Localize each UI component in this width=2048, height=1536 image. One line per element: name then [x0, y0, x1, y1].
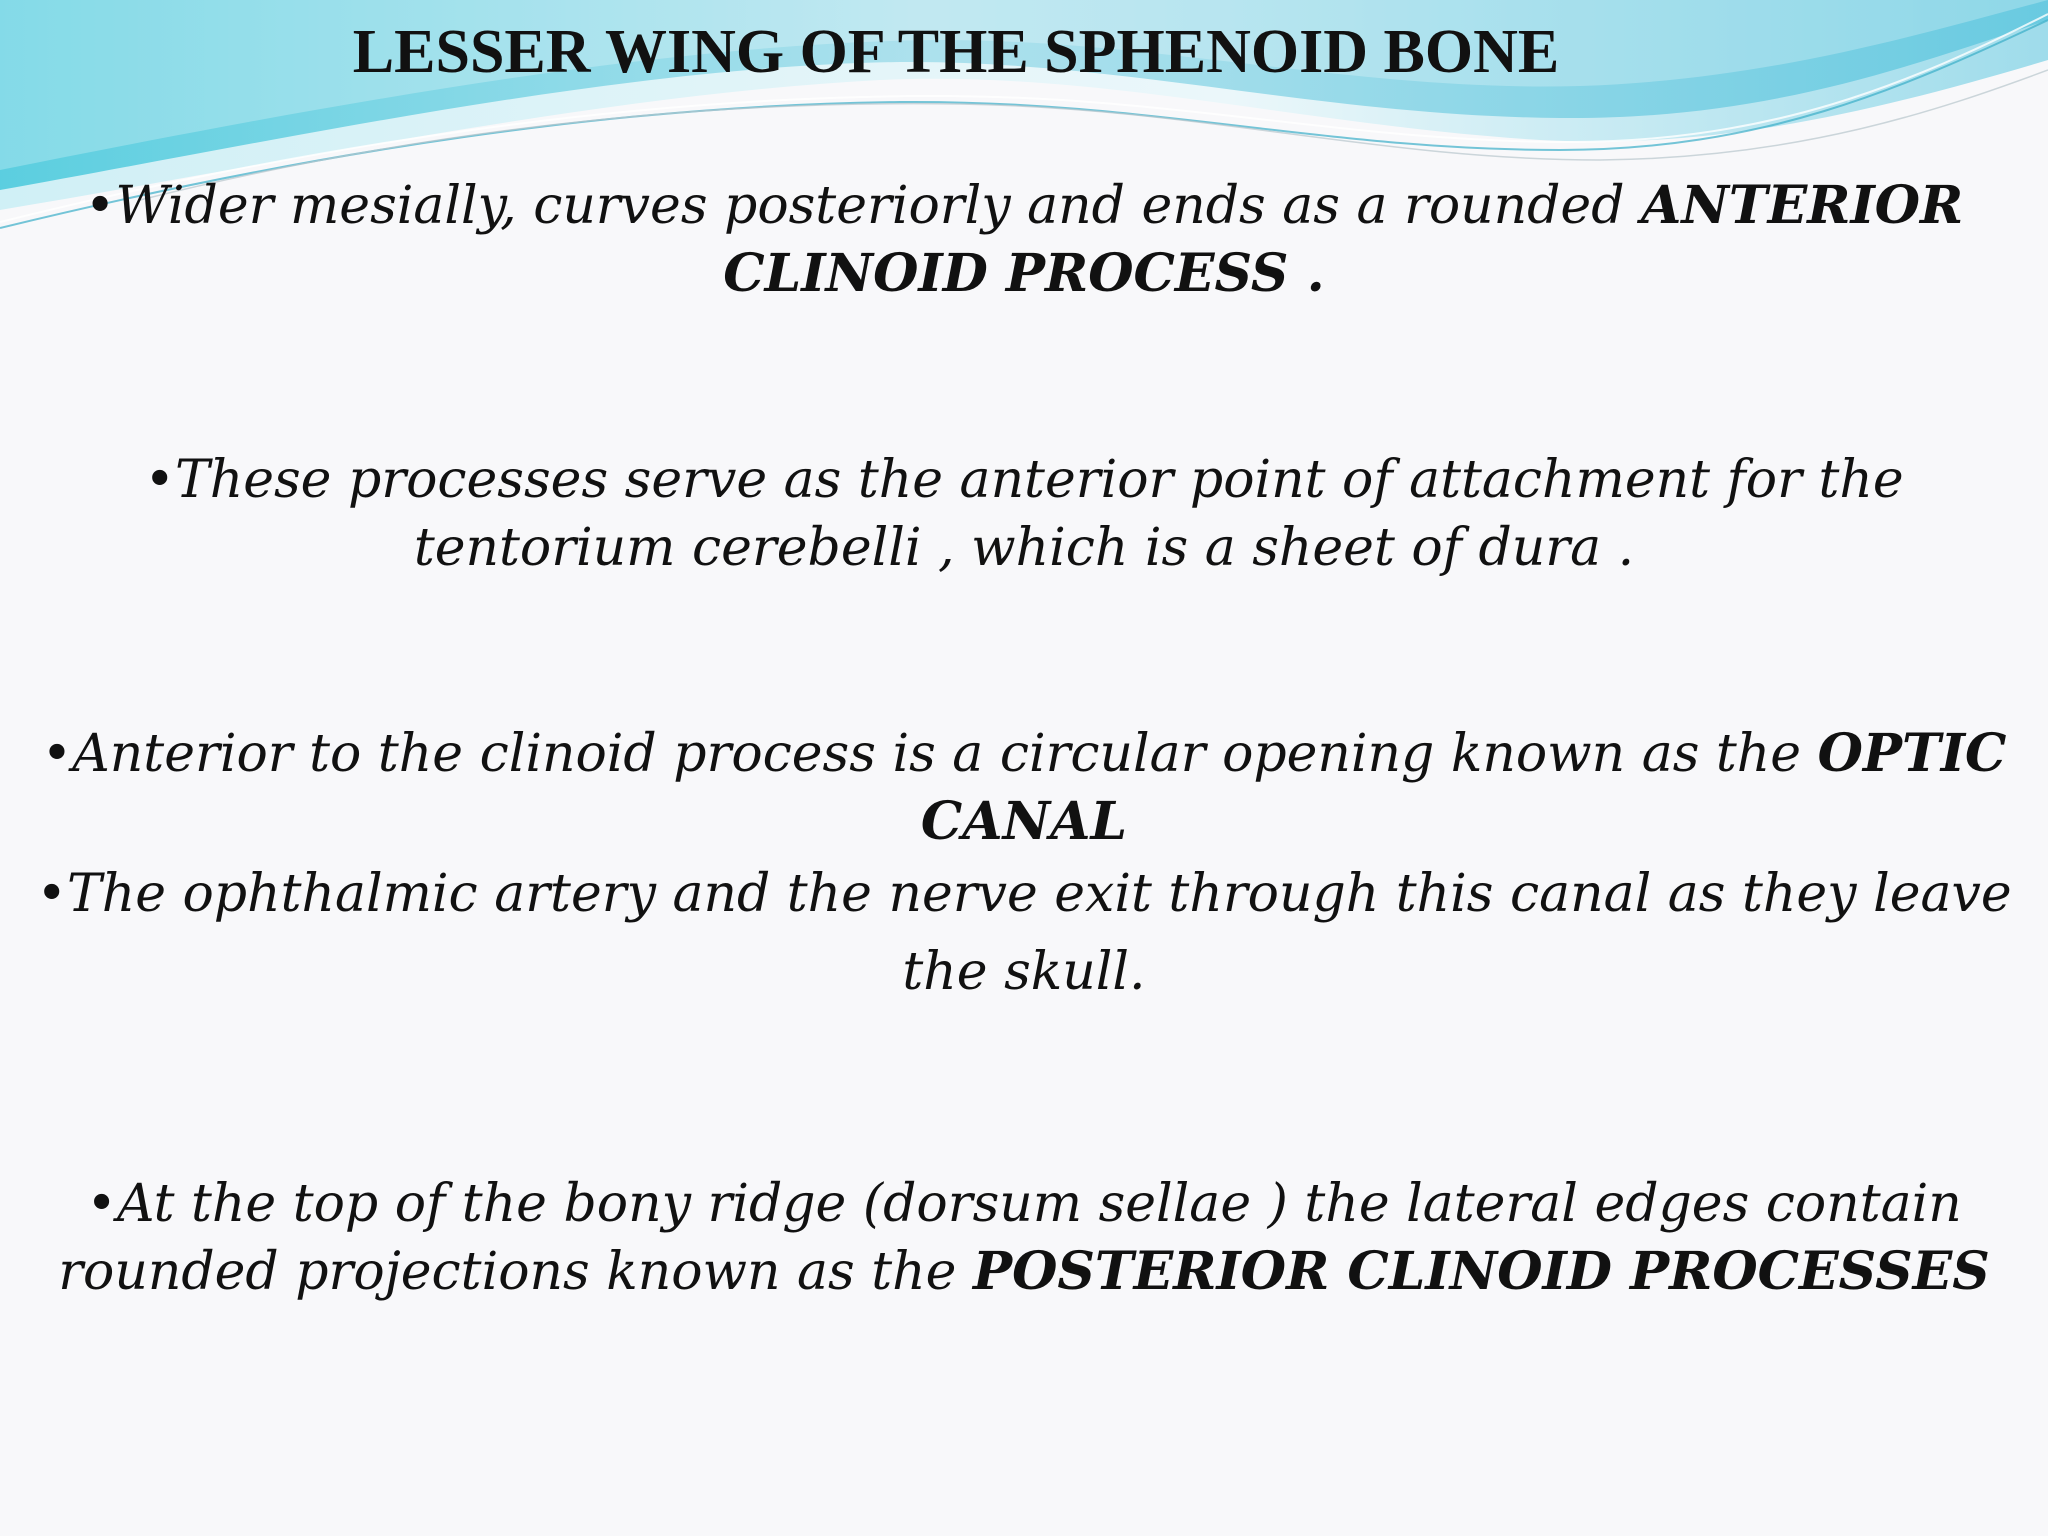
bullet-marker: •	[36, 864, 68, 924]
paragraph-text: Wider mesially, curves posteriorly and ends as a rounded	[115, 176, 1642, 236]
bullet-paragraph-1	[24, 172, 2024, 308]
bullet-paragraph-5	[24, 1170, 2024, 1306]
slide-title: LESSER WING OF THE SPHENOID BONE	[352, 18, 1560, 86]
bullet-marker: •	[144, 450, 176, 510]
emphasis-term: POSTERIOR CLINOID PROCESSES	[972, 1241, 1990, 1302]
bullet-marker: •	[41, 724, 73, 784]
emphasis-term: ANTERIOR CLINOID PROCESS	[723, 175, 1964, 304]
bullet-marker: •	[84, 176, 116, 236]
emphasis-term: OPTIC CANAL	[920, 723, 2007, 852]
paragraph-tail: .	[1288, 243, 1325, 304]
paragraph-text: At the top of the bony ridge (dorsum sellae ) the lateral edges contain rounded projections known as the	[58, 1174, 1962, 1302]
bullet-marker: •	[86, 1174, 117, 1234]
bullet-paragraph-3	[24, 720, 2024, 856]
bullet-paragraph-2	[24, 446, 2024, 582]
paragraph-text: Anterior to the clinoid process is a circular opening known as the	[72, 724, 1818, 784]
paragraph-text: The ophthalmic artery and the nerve exit through this canal as they leave the skull.	[67, 864, 2012, 1002]
paragraph-text: These processes serve as the anterior point of attachment for the tentorium cerebelli , which is a sheet of dura .	[175, 450, 1904, 578]
bullet-paragraph-4	[24, 855, 2024, 1011]
